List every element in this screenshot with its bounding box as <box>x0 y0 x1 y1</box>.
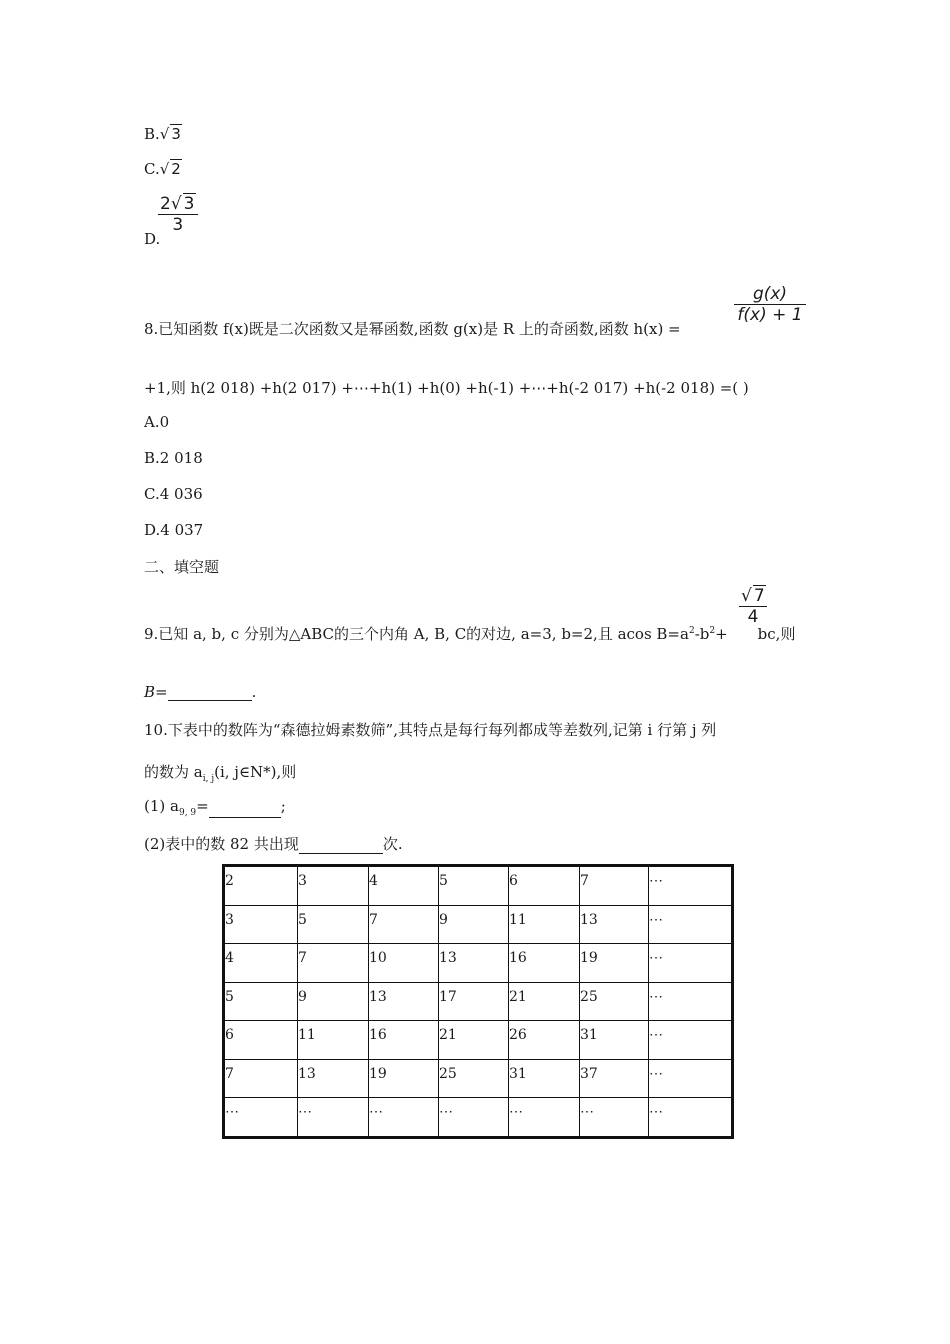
table-cell: 7 <box>224 1059 298 1098</box>
sqrt-radicand: 3 <box>171 125 181 143</box>
table-cell: 7 <box>298 944 369 983</box>
exponent: 2 <box>688 626 695 636</box>
table-row <box>224 866 733 906</box>
fraction-denominator: 4 <box>747 607 759 627</box>
option-d-fraction <box>158 194 198 235</box>
q10-line2: 的数为 $a_{i, j}(i$, j∈N*),则 <box>144 763 297 784</box>
q10-line1: 10.下表中的数阵为“森德拉姆素数筛”,其特点是每行每列都成等差数列,记第 i 行第 j 列 <box>144 721 717 739</box>
table-cell: 17 <box>439 982 509 1021</box>
sqrt-radicand: 2 <box>171 160 181 178</box>
section-title: 二、填空题 <box>144 558 220 576</box>
sqrt-expression: √ 2 <box>159 160 181 178</box>
table-cell: ⋯ <box>649 982 733 1021</box>
answer-blank[interactable] <box>168 684 252 701</box>
fraction-numerator: g(x) <box>752 284 788 304</box>
q9-line2: B= . <box>144 683 257 701</box>
table-cell: 37 <box>580 1059 649 1098</box>
table-cell: 7 <box>580 866 649 906</box>
table-cell: ⋯ <box>298 1098 369 1138</box>
option-b <box>144 125 182 143</box>
sqrt-expression: √ 3 <box>159 125 181 143</box>
q8-option-b: B.2 018 <box>144 449 203 467</box>
sieve-table <box>222 864 734 1139</box>
q8-line2: +1,则 h(2 018) +h(2 017) +⋯+h(1) +h(0) +h(-1) +⋯+h(-2 017) +h(-2 018) =( ) <box>144 379 749 397</box>
table-row <box>224 1021 733 1060</box>
exponent: 2 <box>709 626 716 636</box>
table-cell: 13 <box>580 905 649 944</box>
table-cell: 13 <box>439 944 509 983</box>
table-cell: 21 <box>509 982 580 1021</box>
option-d-label: D. <box>144 230 161 248</box>
answer-blank[interactable] <box>299 837 383 854</box>
q8-option-c: C.4 036 <box>144 485 203 503</box>
table-cell: ⋯ <box>649 866 733 906</box>
table-cell: 5 <box>439 866 509 906</box>
table-cell: 9 <box>298 982 369 1021</box>
table-row <box>224 1098 733 1138</box>
table-cell: 10 <box>369 944 439 983</box>
table-cell: 21 <box>439 1021 509 1060</box>
table-cell: 13 <box>298 1059 369 1098</box>
table-cell: 3 <box>224 905 298 944</box>
fraction-denominator: 3 <box>172 215 184 235</box>
fraction-numerator: √ 7 <box>741 586 765 606</box>
table-cell: 19 <box>580 944 649 983</box>
table-cell: 25 <box>439 1059 509 1098</box>
table-cell: ⋯ <box>580 1098 649 1138</box>
table-cell: 5 <box>224 982 298 1021</box>
option-b-label: B. <box>144 125 160 143</box>
q8-fraction <box>734 284 806 325</box>
table-cell: ⋯ <box>649 1059 733 1098</box>
table-cell: 16 <box>369 1021 439 1060</box>
q9-line1: 9.已知 a, b, c 分别为△ABC的三个内角 A, B, C的对边, a=3, b=2,且 acos $B=a^2-b^2+$ bc,则 <box>144 625 796 643</box>
table-row <box>224 982 733 1021</box>
q8-line1: 8.已知函数 f(x)既是二次函数又是幂函数,函数 g(x)是 R 上的奇函数,函数 h(x) = <box>144 320 681 338</box>
table-cell: ⋯ <box>509 1098 580 1138</box>
table-cell: 11 <box>509 905 580 944</box>
q9-fraction <box>739 586 767 627</box>
fraction-denominator: f(x) + 1 <box>737 305 803 325</box>
table-cell: 19 <box>369 1059 439 1098</box>
table-cell: 31 <box>509 1059 580 1098</box>
table-cell: 3 <box>298 866 369 906</box>
table-cell: ⋯ <box>649 944 733 983</box>
table-row <box>224 944 733 983</box>
fraction-numerator: 2√ 3 <box>160 194 195 214</box>
table-cell: 5 <box>298 905 369 944</box>
table-cell: ⋯ <box>649 1098 733 1138</box>
table-cell: 13 <box>369 982 439 1021</box>
table-row <box>224 1059 733 1098</box>
table-cell: ⋯ <box>649 1021 733 1060</box>
answer-blank[interactable] <box>209 801 281 818</box>
table-cell: 25 <box>580 982 649 1021</box>
table-cell: ⋯ <box>439 1098 509 1138</box>
table-cell: 7 <box>369 905 439 944</box>
table-cell: 31 <box>580 1021 649 1060</box>
table-cell: 6 <box>509 866 580 906</box>
table-row <box>224 905 733 944</box>
table-cell: 16 <box>509 944 580 983</box>
table-cell: 6 <box>224 1021 298 1060</box>
table-cell: 4 <box>369 866 439 906</box>
table-cell: ⋯ <box>649 905 733 944</box>
q10-part2: (2)表中的数 82 共出现 次. <box>144 835 403 853</box>
table-cell: 2 <box>224 866 298 906</box>
table-cell: 11 <box>298 1021 369 1060</box>
q8-option-d: D.4 037 <box>144 521 204 539</box>
option-c-label: C. <box>144 160 160 178</box>
table-cell: 4 <box>224 944 298 983</box>
table-cell: ⋯ <box>224 1098 298 1138</box>
table-cell: 9 <box>439 905 509 944</box>
table-cell: ⋯ <box>369 1098 439 1138</box>
table-cell: 26 <box>509 1021 580 1060</box>
option-c <box>144 160 182 178</box>
q10-part1: (1) $a_{9, 9}=$ ; <box>144 797 286 818</box>
q8-option-a: A.0 <box>144 413 170 431</box>
